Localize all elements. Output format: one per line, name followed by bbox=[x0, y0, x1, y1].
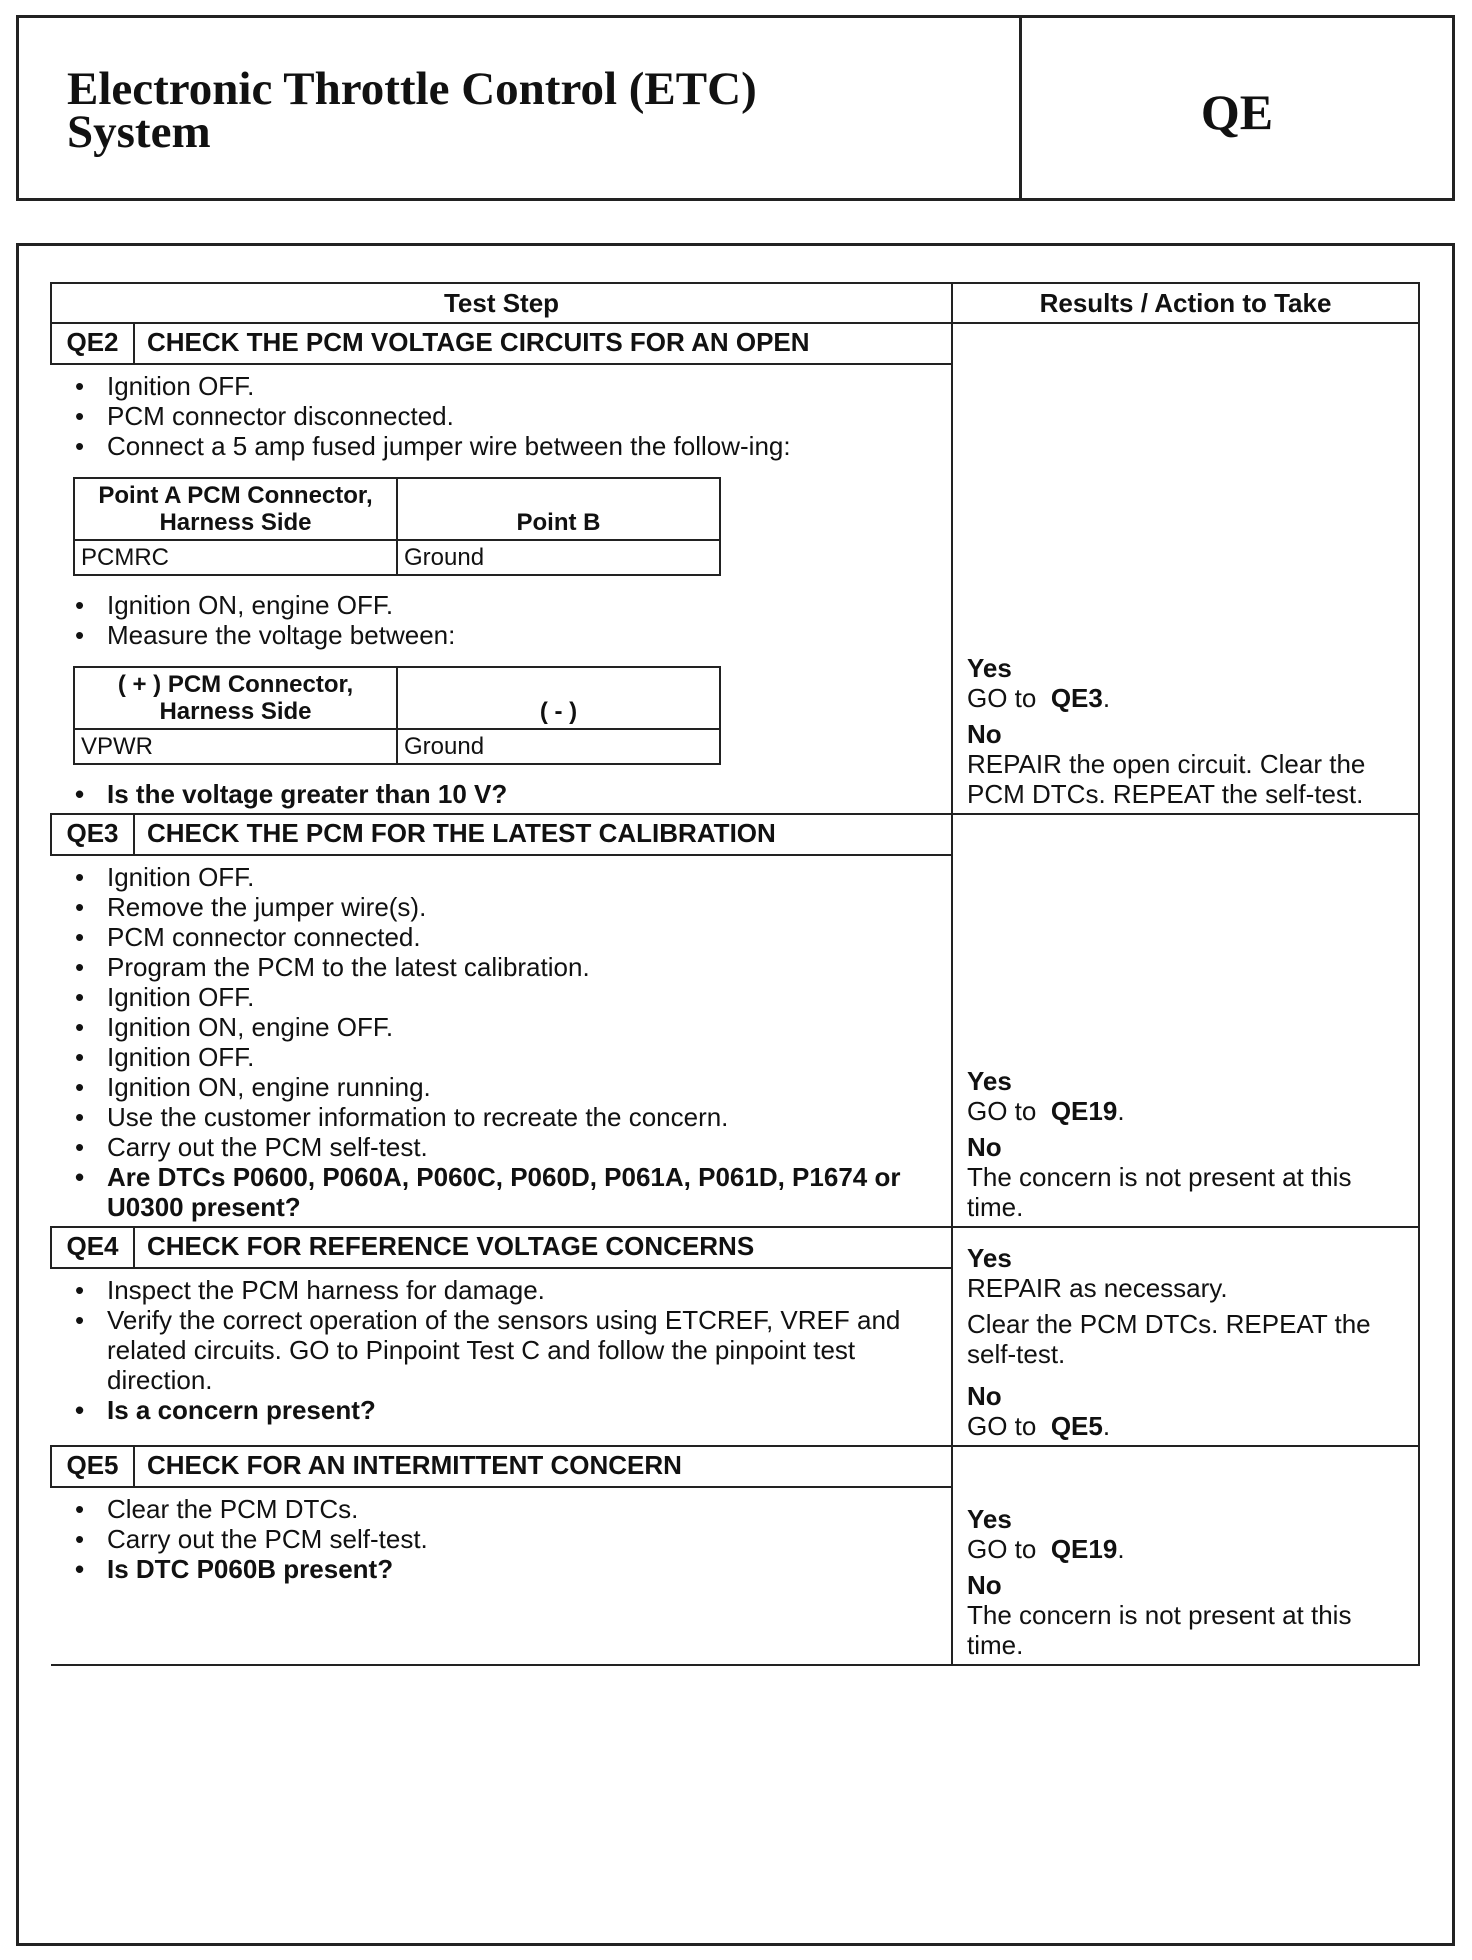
list-item: • Ignition OFF. bbox=[63, 371, 921, 401]
page-header bbox=[16, 15, 1455, 201]
step-question: • Is DTC P060B present? bbox=[63, 1554, 921, 1584]
sub-header-negative: ( - ) bbox=[397, 667, 720, 729]
list-item: • Measure the voltage between: bbox=[63, 620, 921, 650]
test-step-table bbox=[50, 282, 1420, 1666]
list-item: • PCM connector connected. bbox=[63, 922, 921, 952]
step-qe4-action bbox=[952, 1227, 1419, 1446]
goto-link[interactable]: QE19 bbox=[1050, 1534, 1118, 1564]
connection-table-1 bbox=[73, 477, 721, 576]
yes-label: Yes bbox=[967, 1243, 1012, 1273]
step-title: CHECK THE PCM VOLTAGE CIRCUITS FOR AN OPEN bbox=[134, 323, 952, 364]
step-qe5-title-row bbox=[51, 1446, 1419, 1487]
step-title: CHECK FOR REFERENCE VOLTAGE CONCERNS bbox=[134, 1227, 952, 1268]
yes-action: REPAIR as necessary. bbox=[967, 1273, 1228, 1303]
table-cell: VPWR bbox=[74, 729, 397, 764]
sub-header-point-b: Point B bbox=[397, 478, 720, 540]
page-title bbox=[19, 18, 1022, 198]
step-qe3-action bbox=[952, 814, 1419, 1227]
list-item: • Clear the PCM DTCs. bbox=[63, 1494, 921, 1524]
list-item: • Verify the correct operation of the sensors using ETCREF, VREF and related circuits. GO to Pinpoint Test C and follow the pinpoint test direction. bbox=[63, 1305, 921, 1395]
no-action: REPAIR the open circuit. Clear the PCM DTCs. REPEAT the self-test. bbox=[967, 749, 1366, 809]
list-item: • Ignition OFF. bbox=[63, 1042, 921, 1072]
goto-link[interactable]: QE3 bbox=[1050, 683, 1103, 713]
yes-label: Yes bbox=[967, 653, 1012, 683]
step-id: QE4 bbox=[51, 1227, 134, 1268]
no-label: No bbox=[967, 1570, 1002, 1600]
no-action: GO to QE5. bbox=[967, 1411, 1111, 1441]
list-item: • Ignition OFF. bbox=[63, 982, 921, 1012]
yes-action: GO to QE19. bbox=[967, 1534, 1125, 1564]
table-cell: Ground bbox=[397, 729, 720, 764]
list-item: • Ignition ON, engine running. bbox=[63, 1072, 921, 1102]
no-label: No bbox=[967, 1132, 1002, 1162]
step-question: • Are DTCs P0600, P060A, P060C, P060D, P061A, P061D, P1674 or U0300 present? bbox=[63, 1162, 921, 1222]
step-qe5-action bbox=[952, 1446, 1419, 1665]
step-qe4-title-row bbox=[51, 1227, 1419, 1268]
list-item: • PCM connector disconnected. bbox=[63, 401, 921, 431]
step-title: CHECK THE PCM FOR THE LATEST CALIBRATION bbox=[134, 814, 952, 855]
step-qe2-title-row bbox=[51, 323, 1419, 364]
list-item: • Ignition OFF. bbox=[63, 862, 921, 892]
content-frame bbox=[16, 243, 1455, 1946]
yes-action: GO to QE19. bbox=[967, 1096, 1125, 1126]
step-question: • Is a concern present? bbox=[63, 1395, 921, 1425]
list-item: • Inspect the PCM harness for damage. bbox=[63, 1275, 921, 1305]
col-results: Results / Action to Take bbox=[952, 283, 1419, 323]
step-title: CHECK FOR AN INTERMITTENT CONCERN bbox=[134, 1446, 952, 1487]
step-qe3-body bbox=[51, 855, 952, 1227]
sub-header-positive: ( + ) PCM Connector, Harness Side bbox=[74, 667, 397, 729]
goto-link[interactable]: QE19 bbox=[1050, 1096, 1118, 1126]
list-item: • Program the PCM to the latest calibration. bbox=[63, 952, 921, 982]
list-item: • Ignition ON, engine OFF. bbox=[63, 590, 921, 620]
table-cell: Ground bbox=[397, 540, 720, 575]
title-line-1: Electronic Throttle Control (ETC) bbox=[67, 63, 757, 115]
connection-table-2 bbox=[73, 666, 721, 765]
step-qe3-title-row bbox=[51, 814, 1419, 855]
step-qe4-body bbox=[51, 1268, 952, 1446]
goto-link[interactable]: QE5 bbox=[1050, 1411, 1103, 1441]
table-header-row bbox=[51, 283, 1419, 323]
list-item: • Use the customer information to recreate the concern. bbox=[63, 1102, 921, 1132]
yes-label: Yes bbox=[967, 1066, 1012, 1096]
step-qe2-body bbox=[51, 364, 952, 814]
sub-header-point-a: Point A PCM Connector, Harness Side bbox=[74, 478, 397, 540]
no-action: The concern is not present at this time. bbox=[967, 1162, 1352, 1222]
title-line-2: System bbox=[67, 106, 211, 158]
list-item: • Ignition ON, engine OFF. bbox=[63, 1012, 921, 1042]
step-qe5-body bbox=[51, 1487, 952, 1665]
yes-action: GO to QE3. bbox=[967, 683, 1111, 713]
no-action: The concern is not present at this time. bbox=[967, 1600, 1352, 1660]
step-question: • Is the voltage greater than 10 V? bbox=[63, 779, 921, 809]
yes-label: Yes bbox=[967, 1504, 1012, 1534]
list-item: • Carry out the PCM self-test. bbox=[63, 1524, 921, 1554]
no-label: No bbox=[967, 719, 1002, 749]
yes-action-2: Clear the PCM DTCs. REPEAT the self-test. bbox=[967, 1309, 1371, 1369]
table-cell: PCMRC bbox=[74, 540, 397, 575]
step-id: QE3 bbox=[51, 814, 134, 855]
list-item: • Carry out the PCM self-test. bbox=[63, 1132, 921, 1162]
list-item: • Connect a 5 amp fused jumper wire between the follow-ing: bbox=[63, 431, 921, 461]
section-code: QE bbox=[1200, 84, 1274, 140]
col-test-step: Test Step bbox=[51, 283, 952, 323]
step-id: QE5 bbox=[51, 1446, 134, 1487]
list-item: • Remove the jumper wire(s). bbox=[63, 892, 921, 922]
no-label: No bbox=[967, 1381, 1002, 1411]
step-qe2-action bbox=[952, 323, 1419, 814]
step-id: QE2 bbox=[51, 323, 134, 364]
